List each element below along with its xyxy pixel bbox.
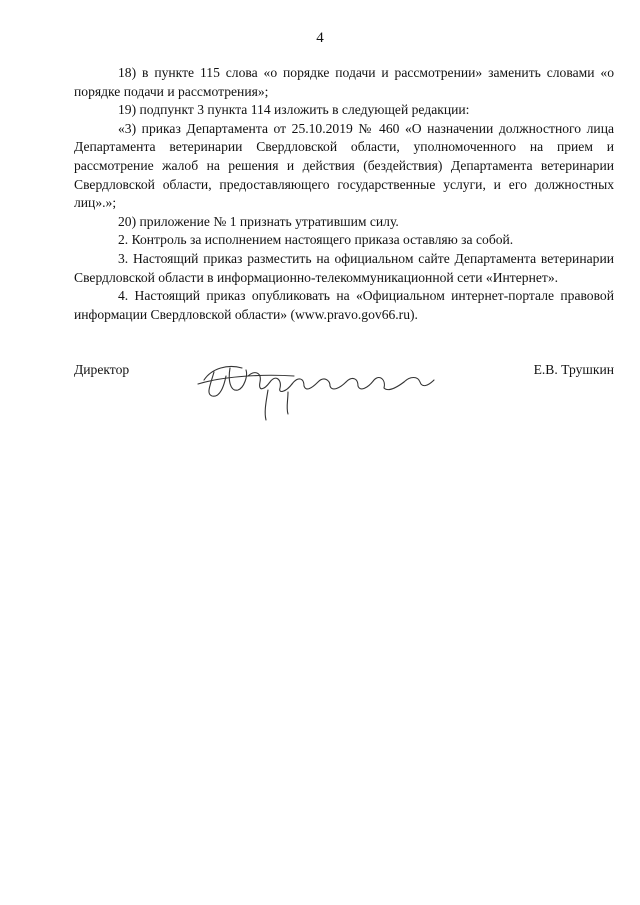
paragraph-section-2: 2. Контроль за исполнением настоящего приказа оставляю за собой. (118, 232, 514, 248)
paragraph-quoted-order: «3) приказ Департамента от 25.10.2019 № 460 «О назначении должностного лица Департамента ветеринарии Свердловской области, уполномоченного на прием и рассмотрение жалоб на решения и действия (бездействия) Департамента ветеринарии Свердловской области, предоставляющего государственные услуги, и его должностных лиц».»; (74, 120, 614, 211)
paragraph-item-20: 20) приложение № 1 признать утратившим силу. (118, 213, 399, 229)
paragraph-section-4: 4. Настоящий приказ опубликовать на «Официальном интернет-портале правовой информации Свердловской области» (www.pravo.gov66.ru). (74, 288, 614, 322)
signatory-title: Директор (74, 362, 130, 377)
signature-block (74, 356, 614, 426)
paragraph-section-3: 3. Настоящий приказ разместить на официальном сайте Департамента ветеринарии Свердловской области в информационно-телекоммуникационной сети «Интернет». (74, 250, 614, 285)
paragraph-item-19: 19) подпункт 3 пункта 114 изложить в следующей редакции: (118, 102, 470, 118)
document-body (74, 64, 614, 324)
paragraph-item-18: 18) в пункте 115 слова «о порядке подачи и рассмотрении» заменить словами «о порядке подачи и рассмотрения»; (74, 65, 614, 99)
page-number: 4 (316, 30, 324, 46)
signatory-name: Е.В. Трушкин (533, 362, 614, 377)
handwritten-signature (184, 346, 444, 426)
